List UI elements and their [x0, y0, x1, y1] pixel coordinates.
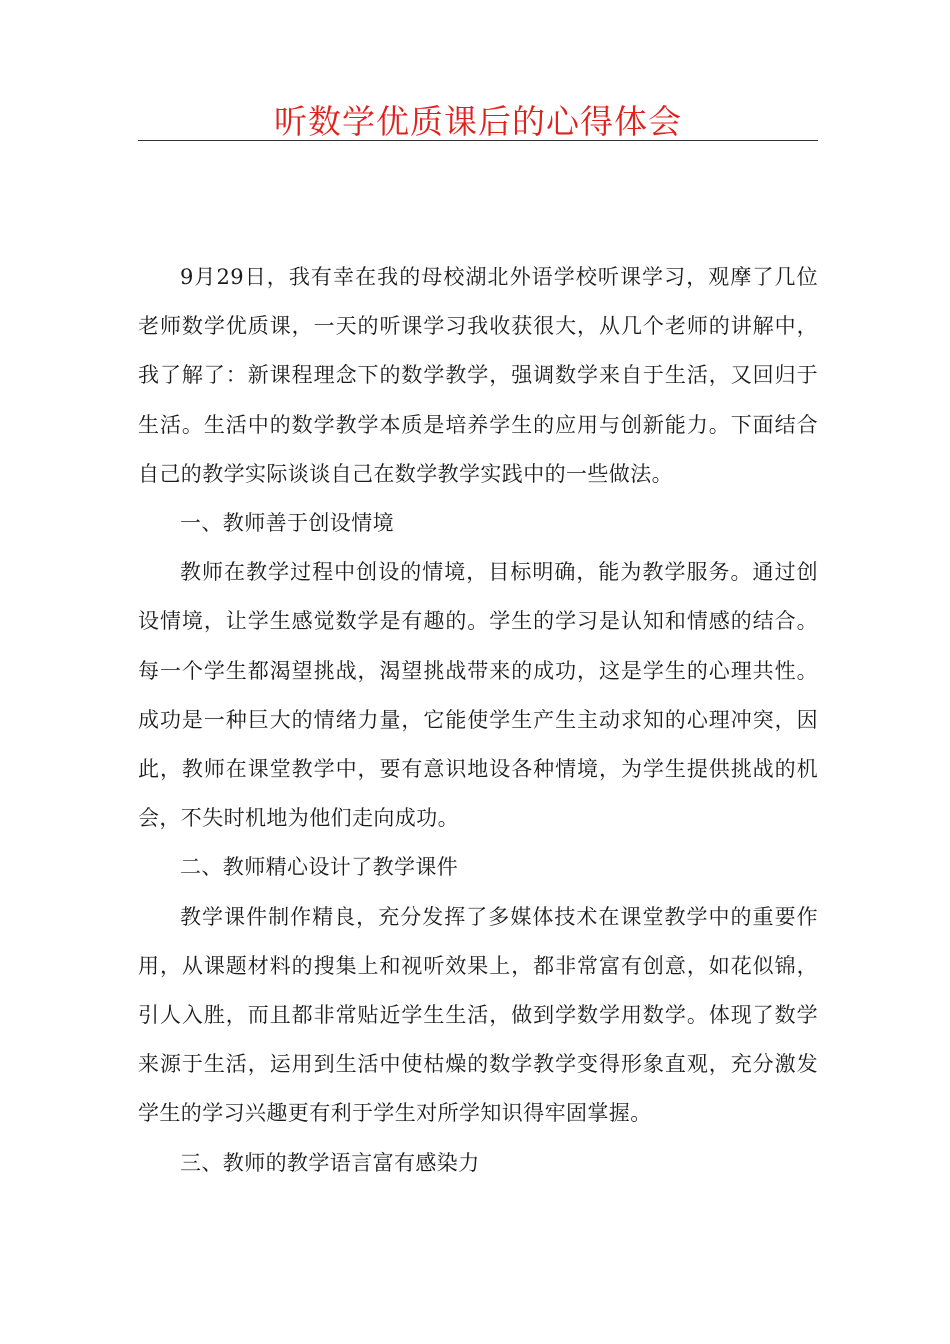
paragraph-intro: 9月29日，我有幸在我的母校湖北外语学校听课学习，观摩了几位老师数学优质课，一天的听课学习我收获很大，从几个老师的讲解中，我了解了：新课程理念下的数学教学，强调数学来自于生活，又回归于生活。生活中的数学教学本质是培养学生的应用与创新能力。下面结合自己的教学实际谈谈自己在数学教学实践中的一些做法。	[138, 265, 818, 486]
paragraph-section-2: 教学课件制作精良，充分发挥了多媒体技术在课堂教学中的重要作用，从课题材料的搜集上和视听效果上，都非常富有创意，如花似锦，引人入胜，而且都非常贴近学生生活，做到学数学用数学。体现了数学来源于生活，运用到生活中使枯燥的数学教学变得形象直观，充分激发学生的学习兴趣更有利于学生对所学知识得牢固掌握。	[138, 904, 818, 1126]
section-heading-3: 三、教师的教学语言富有感染力	[180, 1150, 480, 1175]
paragraph-section-1: 教师在教学过程中创设的情境，目标明确，能为教学服务。通过创设情境，让学生感觉数学是有趣的。学生的学习是认知和情感的结合。每一个学生都渴望挑战，渴望挑战带来的成功，这是学生的心理共性。成功是一种巨大的情绪力量，它能使学生产生主动求知的心理冲突，因此，教师在课堂教学中，要有意识地设各种情境，为学生提供挑战的机会，不失时机地为他们走向成功。	[138, 560, 818, 831]
section-heading-1: 一、教师善于创设情境	[180, 511, 394, 536]
title-underline	[138, 140, 818, 141]
document-body	[138, 253, 818, 1188]
document-title: 听数学优质课后的心得体会	[274, 102, 682, 141]
section-heading-2: 二、教师精心设计了教学课件	[180, 855, 459, 880]
